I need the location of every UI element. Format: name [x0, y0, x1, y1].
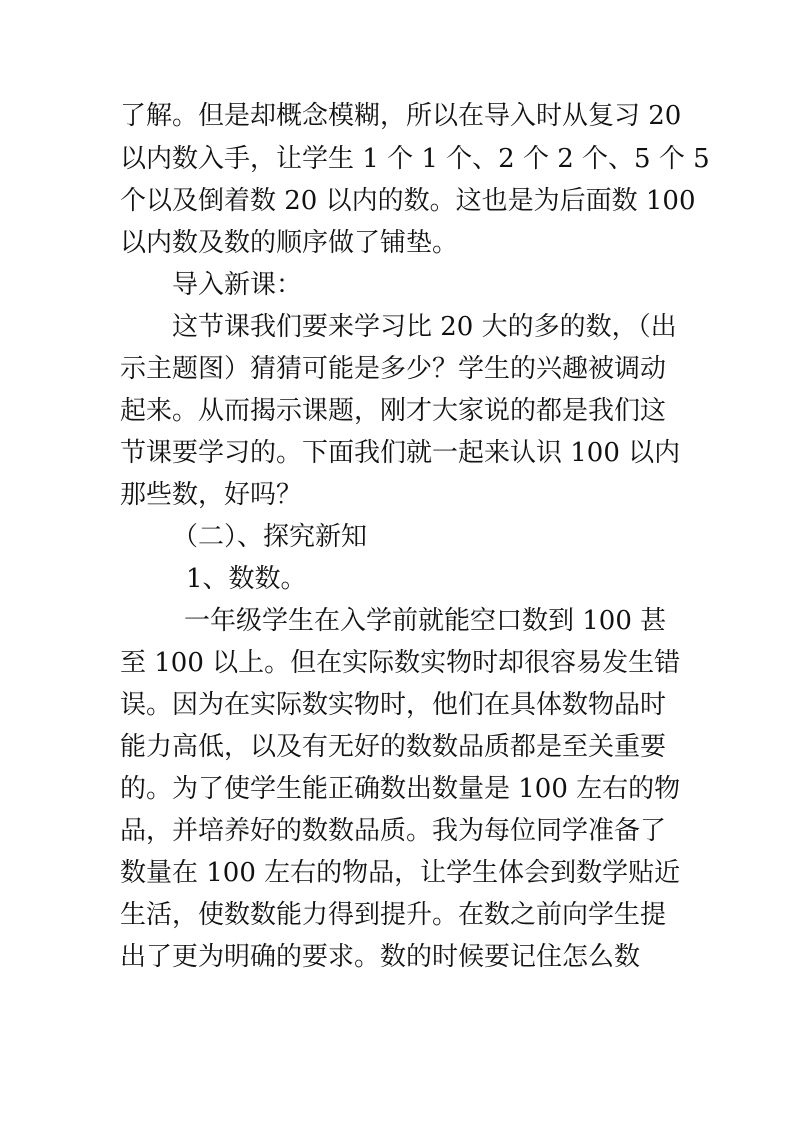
- text-line: 至 100 以上。但在实际数实物时却很容易发生错: [120, 648, 681, 678]
- text-line: 节课要学习的。下面我们就一起来认识 100 以内: [120, 438, 681, 468]
- text-line: 了解。但是却概念模糊，所以在导入时从复习 20: [120, 101, 682, 131]
- text-line: 一年级学生在入学前就能空口数到 100 甚: [184, 606, 667, 636]
- section-heading: 导入新课：: [172, 270, 303, 300]
- text-line: 数量在 100 左右的物品，让学生体会到数学贴近: [120, 858, 681, 888]
- text-line: 那些数，好吗？: [120, 480, 303, 510]
- text-line: 示主题图）猜猜可能是多少？学生的兴趣被调动: [120, 354, 667, 384]
- text-line: 品，并培养好的数数品质。我为每位同学准备了: [120, 816, 667, 846]
- text-line: 起来。从而揭示课题，刚才大家说的都是我们这: [120, 396, 667, 426]
- text-line: 生活，使数数能力得到提升。在数之前向学生提: [120, 900, 667, 930]
- text-line: 以内数入手，让学生 1 个 1 个、2 个 2 个、5 个 5: [120, 144, 710, 174]
- text-line: 的。为了使学生能正确数出数量是 100 左右的物: [120, 774, 681, 804]
- section-heading: （二）、探究新知: [172, 522, 368, 552]
- text-line: 误。因为在实际数实物时，他们在具体数物品时: [120, 690, 667, 720]
- text-line: 出了更为明确的要求。数的时候要记住怎么数: [120, 942, 641, 972]
- text-line: 能力高低，以及有无好的数数品质都是至关重要: [120, 732, 667, 762]
- subsection-heading: 1、数数。: [186, 564, 307, 594]
- text-line: 个以及倒着数 20 以内的数。这也是为后面数 100: [120, 186, 696, 216]
- text-line: 以内数及数的顺序做了铺垫。: [120, 228, 459, 258]
- text-line: 这节课我们要来学习比 20 大的多的数，（出: [172, 312, 677, 342]
